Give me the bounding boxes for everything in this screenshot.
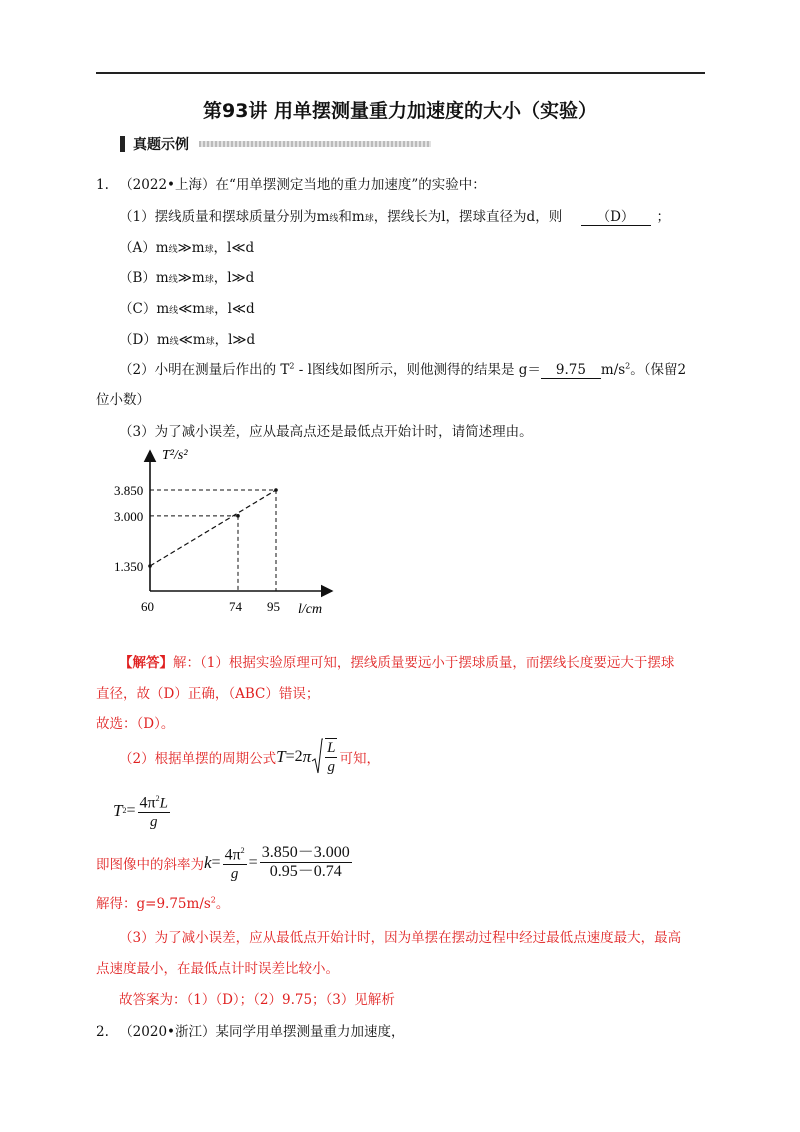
symbol: T: [113, 800, 123, 820]
question-part-2-cont: 位小数）: [96, 392, 150, 408]
answer-blank: （D）: [581, 205, 651, 226]
section-marker: [120, 136, 125, 152]
text: ，l≫d: [213, 270, 255, 286]
option-d: [119, 328, 255, 348]
answer-line-2: 直径，故（D）正确，（ABC）错误；: [96, 686, 320, 702]
text: ，l≫d: [214, 332, 256, 348]
symbol: k: [204, 852, 212, 872]
text: ；: [656, 209, 670, 225]
answer-tag: 【解答】: [119, 655, 173, 671]
data-point-95: [274, 488, 278, 492]
text: ≪m: [178, 301, 206, 317]
x-tick-95: 95: [267, 599, 280, 614]
x-axis-label: l/cm: [298, 602, 323, 617]
question-source: （2022•上海）在“用单摆测定当地的重力加速度”的实验中：: [119, 177, 486, 193]
answer-blank: 9.75: [541, 362, 601, 379]
fraction: [223, 842, 247, 883]
y-tick-3.850: 3.850: [114, 483, 144, 498]
text: 解得：g=9.75m/s: [96, 896, 211, 912]
numerator: L: [327, 740, 336, 756]
symbol: =2: [285, 748, 303, 765]
denominator: g: [149, 814, 158, 831]
subscript: 球: [205, 306, 215, 316]
data-point-74: [236, 514, 240, 518]
header-rule: [96, 72, 705, 74]
answer-line-9: 点速度最小，在最低点计时误差比较小。: [96, 961, 339, 977]
question-part-1: [119, 205, 670, 226]
text: 和m: [338, 209, 365, 225]
slope-formula: [204, 842, 354, 883]
data-line: [150, 490, 276, 566]
text: 。（保留2: [630, 362, 687, 378]
question-2: [96, 1020, 405, 1040]
answer-line-4: [119, 737, 380, 777]
text: m/s: [600, 362, 626, 378]
subscript: 球: [364, 214, 374, 224]
option-c: [119, 297, 255, 317]
sqrt-fraction: [325, 738, 337, 776]
text: （2）根据单摆的周期公式: [119, 751, 277, 767]
numerator: 3.850－3.000: [261, 844, 350, 862]
text: ，l≪d: [214, 301, 255, 317]
option-b: [119, 266, 254, 286]
superscript: 2: [122, 806, 127, 816]
text: 即图像中的斜率为: [96, 856, 204, 873]
text: - l图线如图所示，则他测得的结果是 g＝: [294, 362, 541, 378]
subscript: 球: [204, 245, 214, 255]
denominator: 0.95－0.74: [269, 863, 342, 881]
answer-line-1: [119, 651, 674, 671]
section-rule: [199, 141, 431, 147]
option-a: [119, 236, 254, 256]
data-point-60: [148, 564, 152, 568]
text: （A）m: [119, 240, 169, 256]
question-1: [96, 173, 486, 193]
superscript: 2: [240, 846, 245, 855]
text: （C）m: [119, 301, 170, 317]
symbol: =: [211, 853, 221, 871]
page-title: 第93讲 用单摆测量重力加速度的大小（实验）: [202, 100, 598, 122]
question-number: 2.: [96, 1024, 109, 1040]
fraction: [260, 844, 352, 881]
subscript: 线: [168, 245, 178, 255]
section-title: 真题示例: [133, 137, 189, 153]
symbol: =: [126, 801, 136, 819]
text: ≫m: [177, 270, 205, 286]
question-number: 1.: [96, 177, 109, 193]
t2-l-graph: [110, 445, 350, 625]
subscript: 线: [169, 306, 179, 316]
text: 解：（1）根据实验原理可知，摆线质量要远小于摆球质量，而摆线长度要远大于摆球: [173, 655, 675, 671]
y-tick-1.350: 1.350: [114, 559, 144, 574]
text: 4π: [224, 846, 241, 864]
text: ≪m: [178, 332, 206, 348]
x-tick-60: 60: [141, 599, 154, 614]
answer-line-10: 故答案为：（1）（D）；（2）9.75；（3）见解析: [119, 992, 395, 1008]
question-part-3: （3）为了减小误差，应从最高点还是最低点开始计时，请简述理由。: [119, 424, 533, 440]
subscript: 线: [168, 275, 178, 285]
text: ，l≪d: [213, 240, 255, 256]
superscript: 2: [155, 794, 160, 803]
text: （1）摆线质量和摆球质量分别为m: [119, 209, 330, 225]
y-tick-3.000: 3.000: [114, 508, 144, 524]
section-header: [120, 134, 431, 154]
text: （B）m: [119, 270, 169, 286]
denominator: g: [327, 759, 336, 775]
answer-line-7: [96, 892, 229, 912]
symbol: =: [248, 853, 258, 871]
superscript: 2: [289, 361, 295, 371]
numerator: [138, 790, 170, 813]
y-axis-label: T²/s²: [162, 448, 188, 463]
x-tick-74: 74: [229, 599, 242, 614]
symbol: T: [276, 747, 286, 766]
subscript: 线: [169, 337, 179, 347]
subscript: 球: [204, 275, 214, 285]
slope-line: [96, 842, 354, 883]
sqrt-sign: [311, 737, 323, 777]
text: 。: [215, 896, 230, 912]
symbol: L: [159, 795, 168, 812]
subscript: 球: [205, 337, 215, 347]
text: 可知，: [339, 751, 380, 767]
answer-line-8: （3）为了减小误差，应从最低点开始计时，因为单摆在摆动过程中经过最低点速度最大，最高: [119, 930, 682, 946]
text: （2）小明在测量后作出的 T: [119, 362, 290, 378]
t2-formula: [113, 790, 172, 831]
symbol: π: [302, 747, 312, 766]
answer-line-3: 故选：（D）。: [96, 716, 175, 732]
text: ，摆线长为l，摆球直径为d，则: [373, 209, 563, 225]
text: ≫m: [177, 240, 205, 256]
question-part-2: [119, 358, 686, 379]
fraction: [138, 790, 170, 831]
subscript: 线: [329, 214, 339, 224]
text: 4π: [139, 794, 156, 812]
question-text: （2020•浙江）某同学用单摆测量重力加速度，: [119, 1024, 405, 1040]
text: （D）m: [119, 332, 170, 348]
numerator: [223, 842, 247, 865]
superscript: 2: [210, 895, 216, 905]
period-formula: [276, 737, 339, 777]
superscript: 2: [625, 361, 631, 371]
denominator: g: [230, 866, 239, 883]
